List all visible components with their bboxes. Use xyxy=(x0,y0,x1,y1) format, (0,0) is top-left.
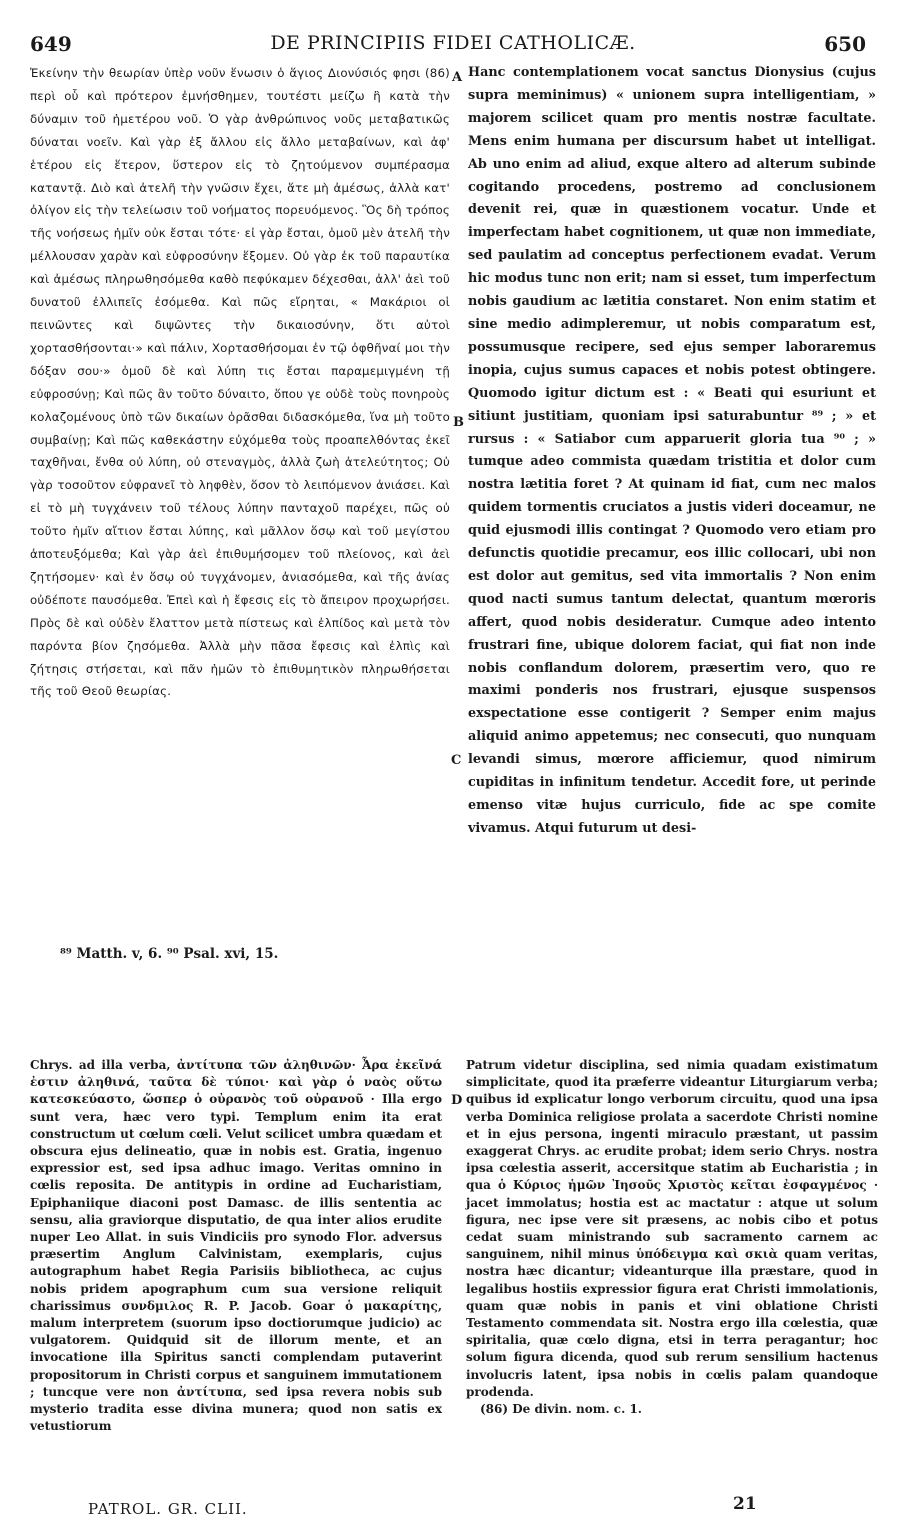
printer-signature: PATROL. GR. CLII. xyxy=(88,1500,248,1518)
margin-marker-c: C xyxy=(451,753,462,768)
footnotes-scripture: ⁸⁹ Matth. v, 6. ⁹⁰ Psal. xvi, 15. xyxy=(60,946,279,962)
commentary-right-text: Patrum videtur disciplina, sed nimia quadam existimatum simplicitate, quod ita præferre videantur Liturgiarum verba; quibus id explicatur longo verborum circuitu, quod una ipsa verba Dominica religiose prolata a sacerdote Christi nomine et in ejus persona, ingenti miraculo præstant, ut passim exaggerat Chrys. ac erudite probat; idem serio Chrys. nostra ipsa cœlestia asserit, accersitque statim ab Eucharistia ; in qua ὁ Κύριος ἡμῶν Ἰησοῦς Χριστὸς κεῖται ἐσφαγμένος · jacet immolatus; hostia est ac mactatur : atque ut solum figura, nec ipse vere sit præsens, ac nobis cibo et potus cedat suam ministrando sub sacramento carnem ac sanguinem, nihil minus ὑπόδειγμα καὶ σκιὰ quam veritas, nostra hæc dicantur; videanturque illa præstare, quod in legalibus hostiis expressior figura erat Christi immolationis, quam quæ nobis in panis et vini oblatione Christi Testamento commendata sit. Nostra ergo illa cœlestia, quæ spiritalia, quæ cœlo digna, etsi in terra peragantur; hoc solum figura dicenda, quod sub rerum sensilium hactenus involucris latent, ipsa nobis in cœlis palam quandoque prodenda. xyxy=(466,1058,878,1399)
footnote-86: (86) De divin. nom. c. 1. xyxy=(480,1402,642,1417)
margin-marker-d: D xyxy=(451,1093,463,1108)
commentary-left-text: Chrys. ad illa verba, ἀντίτυπα τῶν ἀληθινῶν· Ἆρα ἐκεῖνά ἐστιν ἀληθινά, ταῦτα δὲ τύποι· καὶ γὰρ ὁ ναὸς οὕτω κατεσκεύαστο, ὥσπερ ὁ οὐρανὸς τοῦ οὐρανοῦ · Illa ergo sunt vera, hæc vero typi. Templum enim ita erat constructum ut cœlum cœli. Velut scilicet umbra quædam et obscura ejus delineatio, quæ in nobis est. Gratia, ingenuo expressior est, sed ipsa adhuc imago. Veritas omnino in cœlis reposita. De antitypis in ordine ad Eucharistiam, Epiphaniique diaconi post Damasc. de illis sententia ac sensu, alia graviorque disputatio, de qua inter alios erudite nuper Leo Allat. in suis Vindiciis pro synodo Flor. adversus præsertim Anglum Calvinistam, exemplaris, cujus autographum habet Regia Parisiis bibliotheca, ac cujus nobis pridem apographum cum sua versione reliquit charissimus συνδμιλος R. P. Jacob. Goar ὁ μακαρίτης, malum interpretem (suorum ipso doctiorumque judicio) ac vulgatorem. Quidquid sit de illorum mente, et an invocatione illa Spiritus sancti complendam putaverint propositorum in Christi corpus et sanguinem immutationem ; tuncque vere non ἀντίτυπα, sed ipsa revera nobis sub mysterio tradita esse divina munera; quod non satis ex vetustiorum xyxy=(30,1058,442,1434)
right-page-number: 650 xyxy=(824,32,866,56)
commentary-left-column xyxy=(30,1057,442,1435)
signature-number: 21 xyxy=(733,1494,757,1514)
margin-marker-b: B xyxy=(453,415,464,430)
margin-marker-a: A xyxy=(452,70,463,85)
greek-column-top: Ἐκείνην τὴν θεωρίαν ὑπὲρ νοῦν ἕνωσιν ὁ ἅγιος Διονύσιός φησι (86) περὶ οὗ καὶ πρότερον ἐμνήσθημεν, τουτέστι μείζω ἢ κατὰ τὴν δύναμιν τοῦ ἡμετέρου νοῦ. Ὁ γὰρ ἀνθρώπινος νοῦς μεταβατικῶς δύναται νοεῖν. Καὶ γὰρ ἐξ ἄλλου εἰς ἄλλο μεταβαίνων, καὶ ἀφ' ἑτέρου εἰς ἕτερον, ὕστερον εἰς τὸ ζητούμενον συμπέρασμα καταντᾷ. Διὸ καὶ ἀτελῆ τὴν γνῶσιν ἔχει, ἅτε μὴ ἀμέσως, ἀλλὰ κατ' ὀλίγον εἰς τὴν τελείωσιν τοῦ νοήματος πορευόμενος. Ὃς δὴ τρόπος τῆς νοήσεως ἡμῖν οὐκ ἔσται τότε· εἰ γὰρ ἔσται, ὁμοῦ μὲν ἀτελῆ τὴν μέλλουσαν χαρὰν καὶ εὐφροσύνην ἕξομεν. Οὐ γὰρ ἐκ τοῦ παραυτίκα καὶ ἀμέσως πληρωθησόμεθα καθὸ πεφύκαμεν δέχεσθαι, ἀλλ' ἀεὶ τοῦ δυνατοῦ ἐλλιπεῖς ἐσόμεθα. Καὶ πῶς εἴρηται, « Μακάριοι οἱ πεινῶντες καὶ διψῶντες τὴν δικαιοσύνην, ὅτι αὐτοὶ χορτασθήσονται·» καὶ πάλιν, Χορτασθήσομαι ἐν τῷ ὀφθῆναί μοι τὴν δόξαν σου·» ὁμοῦ δὲ καὶ λύπη τις ἔσται παραμεμιγμένη τῇ εὐφροσύνῃ; Καὶ πῶς ἂν τοῦτο δύναιτο, ὅπου γε οὐδὲ τοὺς πονηροὺς κολαζομένους ὑπὸ τῶν δικαίων ὁρᾶσθαι διδασκόμεθα, ἵνα μὴ τοῦτο συμβαίνῃ; Καὶ πῶς καθεκάστην εὐχόμεθα τοὺς προαπελθόντας ἐκεῖ ταχθῆναι, ἔνθα οὐ λύπη, οὐ στεναγμὸς, ἀλλὰ ζωὴ ἀτελεύτητος; Οὐ γὰρ τοσοῦτον εὐφρανεῖ τὸ ληφθὲν, ὅσον τὸ λειπόμενον ἀνιάσει. Καὶ εἰ τὸ μὴ τυγχάνειν τοῦ τέλους λύπην πανταχοῦ παρέχει, πῶς οὐ τοῦτο ἡμῖν αἴτιον ἔσται λύπης, καὶ μᾶλλον ὅσῳ καὶ τοῦ μεγίστου ἀποτευξόμεθα; Καὶ γὰρ ἀεὶ ἐπιθυμήσομεν τοῦ πλείονος, καὶ ἀεὶ ζητήσομεν· καὶ ἐν ὅσῳ οὐ τυγχάνομεν, ἀνιασόμεθα, καὶ τῆς ἀνίας οὐδέποτε παυσόμεθα. Ἐπεὶ καὶ ἡ ἔφεσις εἰς τὸ ἄπειρον προχωρήσει. Πρὸς δὲ καὶ οὐδὲν ἔλαττον μετὰ πίστεως καὶ ἐλπίδος καὶ μετὰ τὸν παρόντα βίον ζησόμεθα. Ἀλλὰ μὴν πᾶσα ἔφεσις καὶ ἐλπὶς καὶ ζήτησις στήσεται, καὶ πᾶν ἡμῶν τὸ ἐπιθυμητικὸν πληρωθήσεται τῆς τοῦ Θεοῦ θεωρίας. xyxy=(30,66,450,699)
page-header xyxy=(0,32,906,62)
running-title: DE PRINCIPIIS FIDEI CATHOLICÆ. xyxy=(270,32,636,54)
commentary-right-column xyxy=(466,1057,878,1418)
left-page-number: 649 xyxy=(30,32,72,56)
latin-column-top: Hanc contemplationem vocat sanctus Dionysius (cujus supra meminimus) « unionem supra intelligentiam, » majorem scilicet quam pro mentis nostræ facultate. Mens enim humana per discursum habet ut intelligat. Ab uno enim ad aliud, exque altero ad alterum subinde cogitando procedens, postremo ad conclusionem devenit rei, quæ in quæstionem vocatur. Unde et imperfectam habet cognitionem, ut quæ non immediate, sed paulatim ad conceptus perfectionem evadat. Verum hic modus tunc non erit; nam si esset, tum imperfectum nobis gaudium ac lætitia constaret. Non enim statim et sine medio adimpleremur, ut nobis comparatum est, possumusque recipere, sed ejus semper laboraremus inopia, cujus sumus capaces et nobis potest obtingere. Quomodo igitur dictum est : « Beati qui esuriunt et sitiunt justitiam, quoniam ipsi saturabuntur ⁸⁹ ; » et rursus : « Satiabor cum apparuerit gloria tua ⁹⁰ ; » tumque adeo commista quædam tristitia et dolor cum nostra lætitia foret ? At quinam id fiat, cum nec malos quidem tormentis cruciatos a justis videri doceamur, ne quid ejusmodi illis contingat ? Quomodo vero etiam pro defunctis quotidie precamur, eos illic collocari, ubi non est dolor aut gemitus, sed vita immortalis ? Non enim quod nacti sumus tantum delectat, quantum mœroris affert, quod nobis desideratur. Cumque adeo intento frustrari fine, ubique dolorem faciat, qui fiat non inde nobis conflandum dolorem, præsertim vero, quo re maximi ponderis nos frustrari, ejusque suspensos exspectatione esse contigerit ? Semper enim majus aliquid animo appetemus; nec consecuti, quo nunquam levandi simus, mœrore afficiemur, quod nimirum cupiditas in infinitum tendetur. Accedit fore, ut perinde emenso vitæ hujus curriculo, fide ac spe comite vivamus. Atqui futurum ut desi- xyxy=(468,65,876,836)
